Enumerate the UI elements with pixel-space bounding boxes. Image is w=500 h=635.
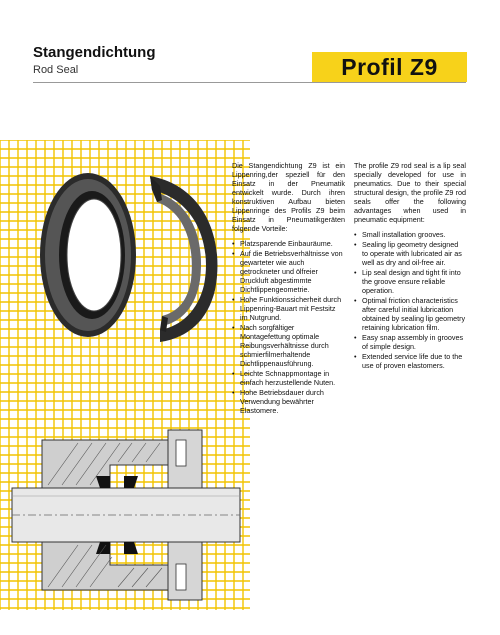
list-item: • Optimal friction characteristics after careful initial lubrication obtained by sealing lip geometry retaining lubrication film. xyxy=(354,296,466,332)
list-item: • Leichte Schnappmontage in einfach herzustellende Nuten. xyxy=(232,369,345,387)
list-item: • Hohe Funktionssicherheit durch Lippenring-Bauart mit Festsitz im Nutgrund. xyxy=(232,295,345,322)
list-item: • Lip seal design and tight fit into the groove ensure reliable operation. xyxy=(354,268,466,295)
english-intro: The profile Z9 rod seal is a lip seal specially developed for use in pneumatics. Due to their special structural design, the profile Z9 rod seals offer the following advantages when used in pneumatic equipment: xyxy=(354,161,466,224)
page-title: Stangendichtung xyxy=(33,44,156,61)
list-item: • Extended service life due to the use of proven elastomers. xyxy=(354,352,466,370)
german-intro: Die Stangendichtung Z9 ist ein Lippenring,der speziell für den Einsatz in der Pneumatik entwickelt wurde. Durch ihren konstruktiven Aufbau bieten Lippenringe des Profils Z9 beim Einsatz in Pneumatikgeräten folgende Vorteile: xyxy=(232,161,345,233)
english-description xyxy=(354,161,466,371)
list-item: • Sealing lip geometry designed to operate with lubricated air as well as dry and oil-free air. xyxy=(354,240,466,267)
list-item: • Nach sorgfältiger Montagefettung optimale Reibungsverhältnisse durch schmierfilmerhaltende Dichtlippenausführung. xyxy=(232,323,345,368)
list-item: • Hohe Betriebsdauer durch Verwendung bewährter Elastomere. xyxy=(232,388,345,415)
profile-badge-label: Profil Z9 xyxy=(341,53,438,80)
profile-badge xyxy=(312,52,467,82)
german-advantages-list xyxy=(232,239,345,415)
german-description xyxy=(232,161,345,416)
list-item: • Easy snap assembly in grooves of simple design. xyxy=(354,333,466,351)
list-item: • Platzsparende Einbauräume. xyxy=(232,239,345,248)
page-subtitle: Rod Seal xyxy=(33,64,79,76)
english-advantages-list xyxy=(354,230,466,370)
seal-illustration xyxy=(0,140,250,610)
list-item: • Small installation grooves. xyxy=(354,230,466,239)
header-divider xyxy=(33,82,466,83)
page-header xyxy=(0,0,500,110)
list-item: • Auf die Betriebsverhältnisse von gewarteter wie auch getrockneter und ölfreier Druckluft abgestimmte Dichtlippengeometrie. xyxy=(232,249,345,294)
seal-ring-full xyxy=(40,173,136,337)
